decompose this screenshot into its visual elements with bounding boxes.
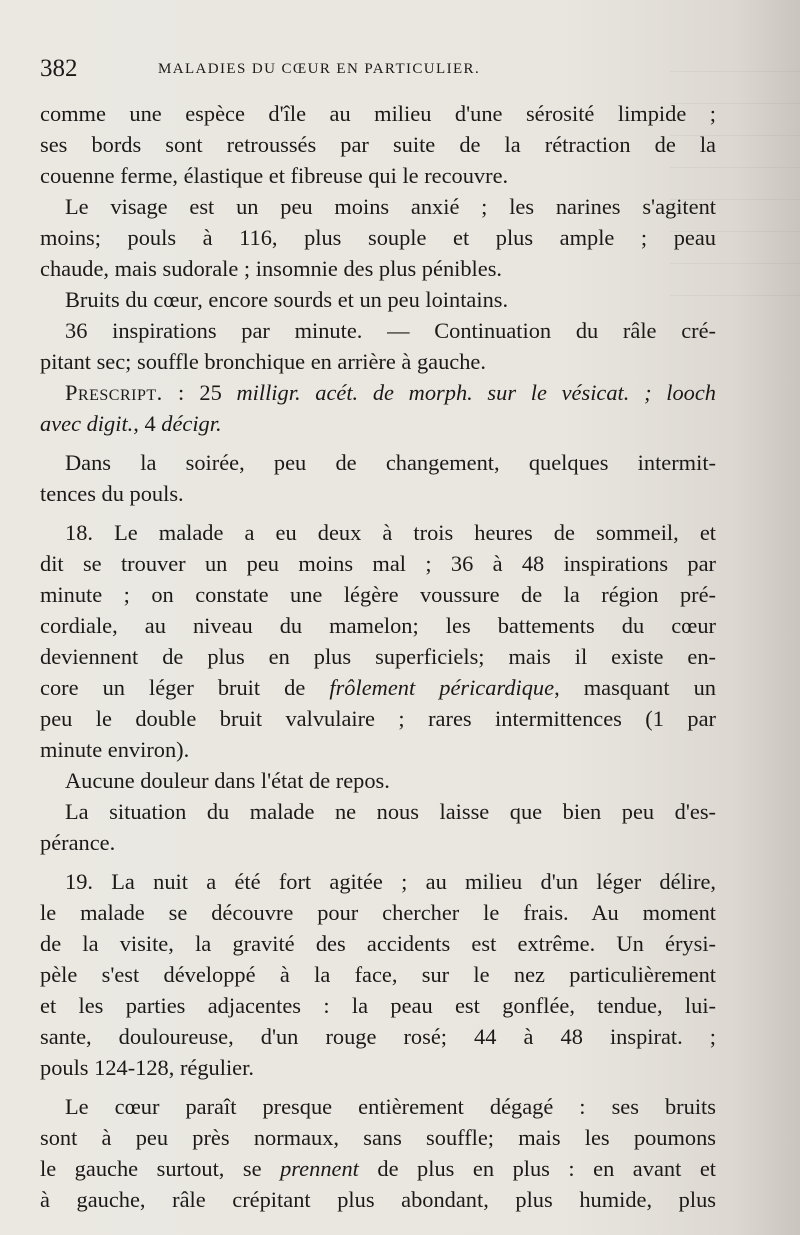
paragraph-6: [40, 447, 716, 509]
text-line: Aucune douleur dans l'état de repos.: [65, 768, 390, 793]
running-title: MALADIES DU CŒUR EN PARTICULIER.: [158, 61, 481, 77]
text-line: comme une espèce d'île au milieu d'une sérosité limpide ;: [40, 101, 716, 126]
paragraph-9: [40, 796, 716, 858]
text-line: pèle s'est développé à la face, sur le nez particulièrement: [40, 962, 716, 987]
text-line: Le visage est un peu moins anxié ; les narines s'agitent: [65, 194, 716, 219]
prescription-paragraph: [40, 377, 716, 439]
prescript-text: avec digit.: [40, 411, 134, 436]
text-line: tences du pouls.: [40, 481, 184, 506]
text-line: Le cœur paraît presque entièrement dégagé : ses bruits: [65, 1094, 716, 1119]
text-line: deviennent de plus en plus superficiels; mais il existe en-: [40, 644, 716, 669]
text-line: couenne ferme, élastique et fibreuse qui le recouvre.: [40, 163, 509, 188]
text-line: dit se trouver un peu moins mal ; 36 à 48 inspirations par: [40, 551, 716, 576]
paragraph-10: [40, 866, 716, 1083]
body-text: [40, 98, 716, 1215]
text-line: pouls 124-128, régulier.: [40, 1055, 254, 1080]
italic-term: frôlement péricardique: [329, 675, 555, 700]
text-line: sont à peu près normaux, sans souffle; mais les poumons: [40, 1125, 716, 1150]
paragraph-8: [40, 765, 716, 796]
text-span: core un léger bruit de: [40, 675, 306, 700]
text-line: minute ; on constate une légère voussure de la région pré-: [40, 582, 716, 607]
text-line: minute environ).: [40, 737, 190, 762]
prescript-label: Prescript. :: [65, 380, 185, 405]
text-line: 18. Le malade a eu deux à trois heures de sommeil, et: [65, 520, 716, 545]
text-line: le malade se découvre pour chercher le frais. Au moment: [40, 900, 716, 925]
text-line: ses bords sont retroussés par suite de la rétraction de la: [40, 132, 716, 157]
prescription-line: [40, 377, 716, 408]
paragraph-2: [40, 191, 716, 284]
text-line: chaude, mais sudorale ; insomnie des plus pénibles.: [40, 256, 503, 281]
page-header: [40, 55, 740, 95]
paragraph-7: [40, 517, 716, 765]
prescription-line: [40, 408, 716, 439]
italic-term: prennent: [280, 1156, 359, 1181]
text-line: peu le double bruit valvulaire ; rares intermittences (1 par: [40, 706, 716, 731]
text-line-mixed: [40, 1153, 716, 1184]
text-line: à gauche, râle crépitant plus abondant, plus humide, plus: [40, 1187, 716, 1212]
paragraph-1: [40, 98, 716, 191]
text-line: sante, douloureuse, d'un rouge rosé; 44 à 48 inspirat. ;: [40, 1024, 716, 1049]
text-line: et les parties adjacentes : la peau est gonflée, tendue, lui-: [40, 993, 716, 1018]
paragraph-3: [40, 284, 716, 315]
text-span: , masquant un: [554, 675, 716, 700]
text-span: le gauche surtout, se: [40, 1156, 262, 1181]
text-line: Bruits du cœur, encore sourds et un peu lointains.: [65, 287, 509, 312]
paragraph-11: [40, 1091, 716, 1215]
text-line-mixed: [40, 672, 716, 703]
text-line: La situation du malade ne nous laisse que bien peu d'es-: [65, 799, 716, 824]
prescript-dose: 25: [199, 380, 222, 405]
text-span: de plus en plus : en avant et: [377, 1156, 716, 1181]
text-line: Dans la soirée, peu de changement, quelques intermit-: [65, 450, 716, 475]
text-line: de la visite, la gravité des accidents est extrême. Un érysi-: [40, 931, 716, 956]
text-line: 19. La nuit a été fort agitée ; au milieu d'un léger délire,: [65, 869, 716, 894]
page-number: 382: [40, 55, 78, 82]
text-line: moins; pouls à 116, plus souple et plus ample ; peau: [40, 225, 716, 250]
prescript-text: décigr.: [161, 411, 222, 436]
text-line: pitant sec; souffle bronchique en arrière à gauche.: [40, 349, 486, 374]
text-line: cordiale, au niveau du mamelon; les battements du cœur: [40, 613, 716, 638]
text-line: pérance.: [40, 830, 116, 855]
prescript-text: milligr. acét. de morph. sur le vésicat. ; looch: [236, 380, 716, 405]
text-line: 36 inspirations par minute. — Continuation du râle cré-: [65, 318, 716, 343]
prescript-dose: , 4: [133, 411, 156, 436]
paragraph-4: [40, 315, 716, 377]
